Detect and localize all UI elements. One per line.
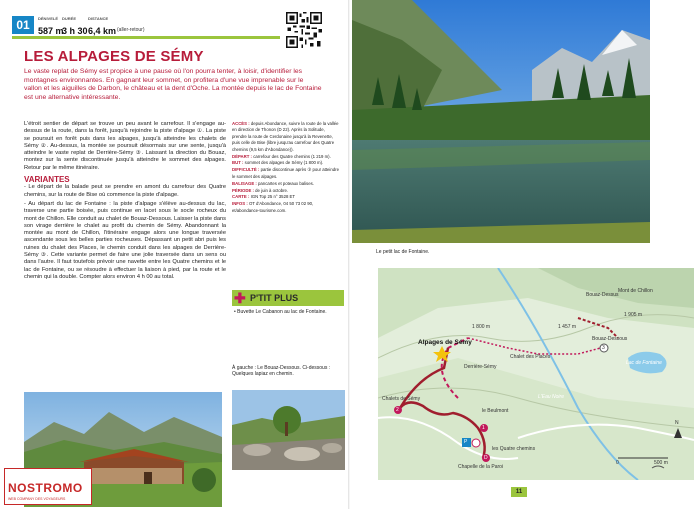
qr-code-icon[interactable]	[286, 12, 322, 48]
info-label: ACCÈS :	[232, 121, 250, 126]
intro-text: Le vaste replat de Sémy est propice à une pause où l'on pourra tenter, à loisir, d'identifier les montagnes environnantes. En gagnant leur sommet, on profitera d'une vue imprenable sur le vallon et les aiguilles de Darbon, le château et la dent d'Oche. La montée depuis le lac de Fontaine est une alternative intéressante.	[24, 68, 322, 101]
parking-icon: P	[464, 439, 468, 445]
map-label: les Quatre chemins	[492, 446, 536, 452]
right-page	[350, 0, 700, 509]
map-label: Chalet des Places	[510, 354, 551, 360]
map-marker: D	[484, 455, 488, 461]
ptit-plus-banner	[232, 290, 344, 306]
main-text-column	[24, 121, 226, 283]
map-label: 1 905 m	[624, 312, 643, 318]
map-marker: 1	[482, 425, 485, 431]
info-text: depuis Abondance, suivre la route de la vallée en direction de Thonon (D 22). Après la Solitude, prendre la route de Cerdonaine jusqu'à la Revenette, puis celle de Bise (libre jusqu'au carrefour des Quatre chemins (9,5 km d'Abondance)).	[232, 121, 339, 152]
trip-type: (aller-retour)	[117, 27, 145, 33]
map-label: Lac de Fontaine	[626, 360, 662, 366]
stat-value: 3 h 30	[62, 26, 88, 36]
map-label: 1 800 m	[472, 324, 491, 330]
info-item	[232, 121, 340, 153]
info-text: OT d'Abondance, 04 50 73 02 90, et/abondance-tourisme.com.	[232, 201, 314, 213]
stat-label: DISTANCE	[88, 16, 109, 21]
header-bar	[12, 36, 280, 39]
route-map[interactable]	[378, 268, 694, 480]
map-label: Chapelle de la Paroi	[458, 464, 504, 470]
lake-photo	[352, 0, 650, 243]
map-label: Mont de Chillon	[618, 288, 653, 294]
stat-value: 587 m	[38, 26, 64, 36]
info-item	[232, 201, 340, 214]
publisher-tagline: WEB COMPANY DES VOYAGEURS	[8, 497, 66, 501]
lapiaz-photo	[232, 390, 345, 470]
north-arrow-icon: N	[675, 420, 679, 426]
info-label: BALISAGE :	[232, 180, 257, 186]
publisher-name: NOSTROMO	[8, 481, 83, 495]
variant-paragraph: - Au départ du lac de Fontaine : la piste d'alpage s'élève au-dessus du lac, traverse une partie boisée, puis continue en lacet sous le socle rocheux du mont de Chillon. Elle conduit au chalet de Bouaz-Dessous. Laisser la piste dans son virage derrière le chalet au profit du chemin de Sémy. Abandonnant la montée au mont de Chillon, l'itinéraire engage alors une longue traversée ascendante sous les belles parties rocheuses. Dépassant un petit abri puis les ruines du chalet des Places, le chemin conduit dans les alpages de Derrière-Sémy ③. Cette variante permet de faire une jolie traversée dans un sens ou dans l'autre. Il faut toutefois prévoir une navette entre les Quatre chemins et le lac de Fontaine, ou se résoudre à effectuer la liaison à pied, par la route et le chemin qui la double. Compter alors environ 4 h 00 au total.	[24, 200, 226, 280]
info-label: INFOS :	[232, 201, 248, 207]
info-text: partie discontinue après ③ pour atteindre le sommet des alpages.	[232, 167, 339, 179]
info-item	[232, 154, 340, 160]
map-marker: 3	[602, 345, 605, 351]
map-label: 1 457 m	[558, 324, 577, 330]
map-scale-start: 0	[616, 460, 619, 466]
map-scale-end: 500 m	[654, 460, 668, 466]
info-text: sommet des alpages de Sémy (1 800 m).	[244, 160, 324, 166]
body-paragraph: L'étroit sentier de départ se trouve un peu avant le carrefour. Il s'engage au-dessus de la route, dans la forêt, jusqu'à rejoindre la piste d'alpage ①. La piste se poursuit en forêt puis dans les alpages, jusqu'à atteindre les chalets de Sémy ②. Au-dessus, la montée se poursuit désormais sur une sente, jusqu'à atteindre le vaste replat de Derrière-Sémy ③. Laissant la direction du Bouaz, montez sur la sente discontinuée jusqu'à atteindre le sommet des alpages. Retour par le même itinéraire.	[24, 121, 226, 171]
info-label: PÉRIODE :	[232, 187, 254, 193]
map-label: Bouaz-Dessous	[592, 336, 628, 342]
lake-caption: Le petit lac de Fontaine.	[376, 249, 430, 255]
variants-heading: VARIANTES	[24, 175, 70, 185]
map-marker: 2	[396, 407, 399, 413]
info-item	[232, 194, 340, 200]
plus-icon: ✚	[234, 290, 246, 306]
info-item	[232, 181, 340, 187]
variant-paragraph: - Le départ de la balade peut se prendre en amont du carrefour des Quatre chemins, sur la route de Bise où commence la piste d'alpage.	[24, 184, 226, 198]
info-label: DIFFICULTÉ :	[232, 167, 260, 173]
map-label: L'Eau Noire	[538, 394, 564, 400]
stat-label: DÉNIVELÉ	[38, 16, 59, 21]
info-text: de juin à octobre.	[255, 187, 289, 193]
info-label: DÉPART :	[232, 153, 252, 159]
chalet-caption: À gauche : Le Bouaz-Dessous. Ci-dessous : Quelques lapiaz en chemin.	[232, 365, 331, 378]
info-text: IGN Top 25 n° 3528 ET	[250, 194, 296, 200]
info-text: pancartes et poteaux balises.	[258, 180, 314, 186]
publisher-logo	[4, 468, 92, 505]
map-label: le Beulmont	[482, 408, 509, 414]
ptit-plus-text: • Buvette Le Cabanon au lac de Fontaine.	[234, 309, 327, 315]
stat-value: 6,4 km	[88, 26, 117, 36]
map-label: Bouaz-Dessus	[586, 292, 619, 298]
route-number: 01	[12, 16, 34, 34]
info-item	[232, 167, 340, 180]
ptit-plus-title: P'TIT PLUS	[250, 293, 299, 303]
info-column	[232, 121, 340, 215]
info-item	[232, 160, 340, 166]
info-item	[232, 188, 340, 194]
page-number: 11	[511, 487, 527, 497]
info-label: CARTE :	[232, 194, 250, 200]
info-text: carrefour des Quatre chemins (1 219 m).	[253, 153, 331, 159]
page-title: LES ALPAGES DE SÉMY	[24, 48, 204, 65]
map-label: Derrière-Sémy	[464, 364, 497, 370]
map-label: Chalets de Sémy	[382, 396, 421, 402]
info-label: BUT :	[232, 160, 244, 166]
map-label: Alpages de Sémy	[418, 339, 472, 346]
stat-label: DURÉE	[62, 16, 77, 21]
